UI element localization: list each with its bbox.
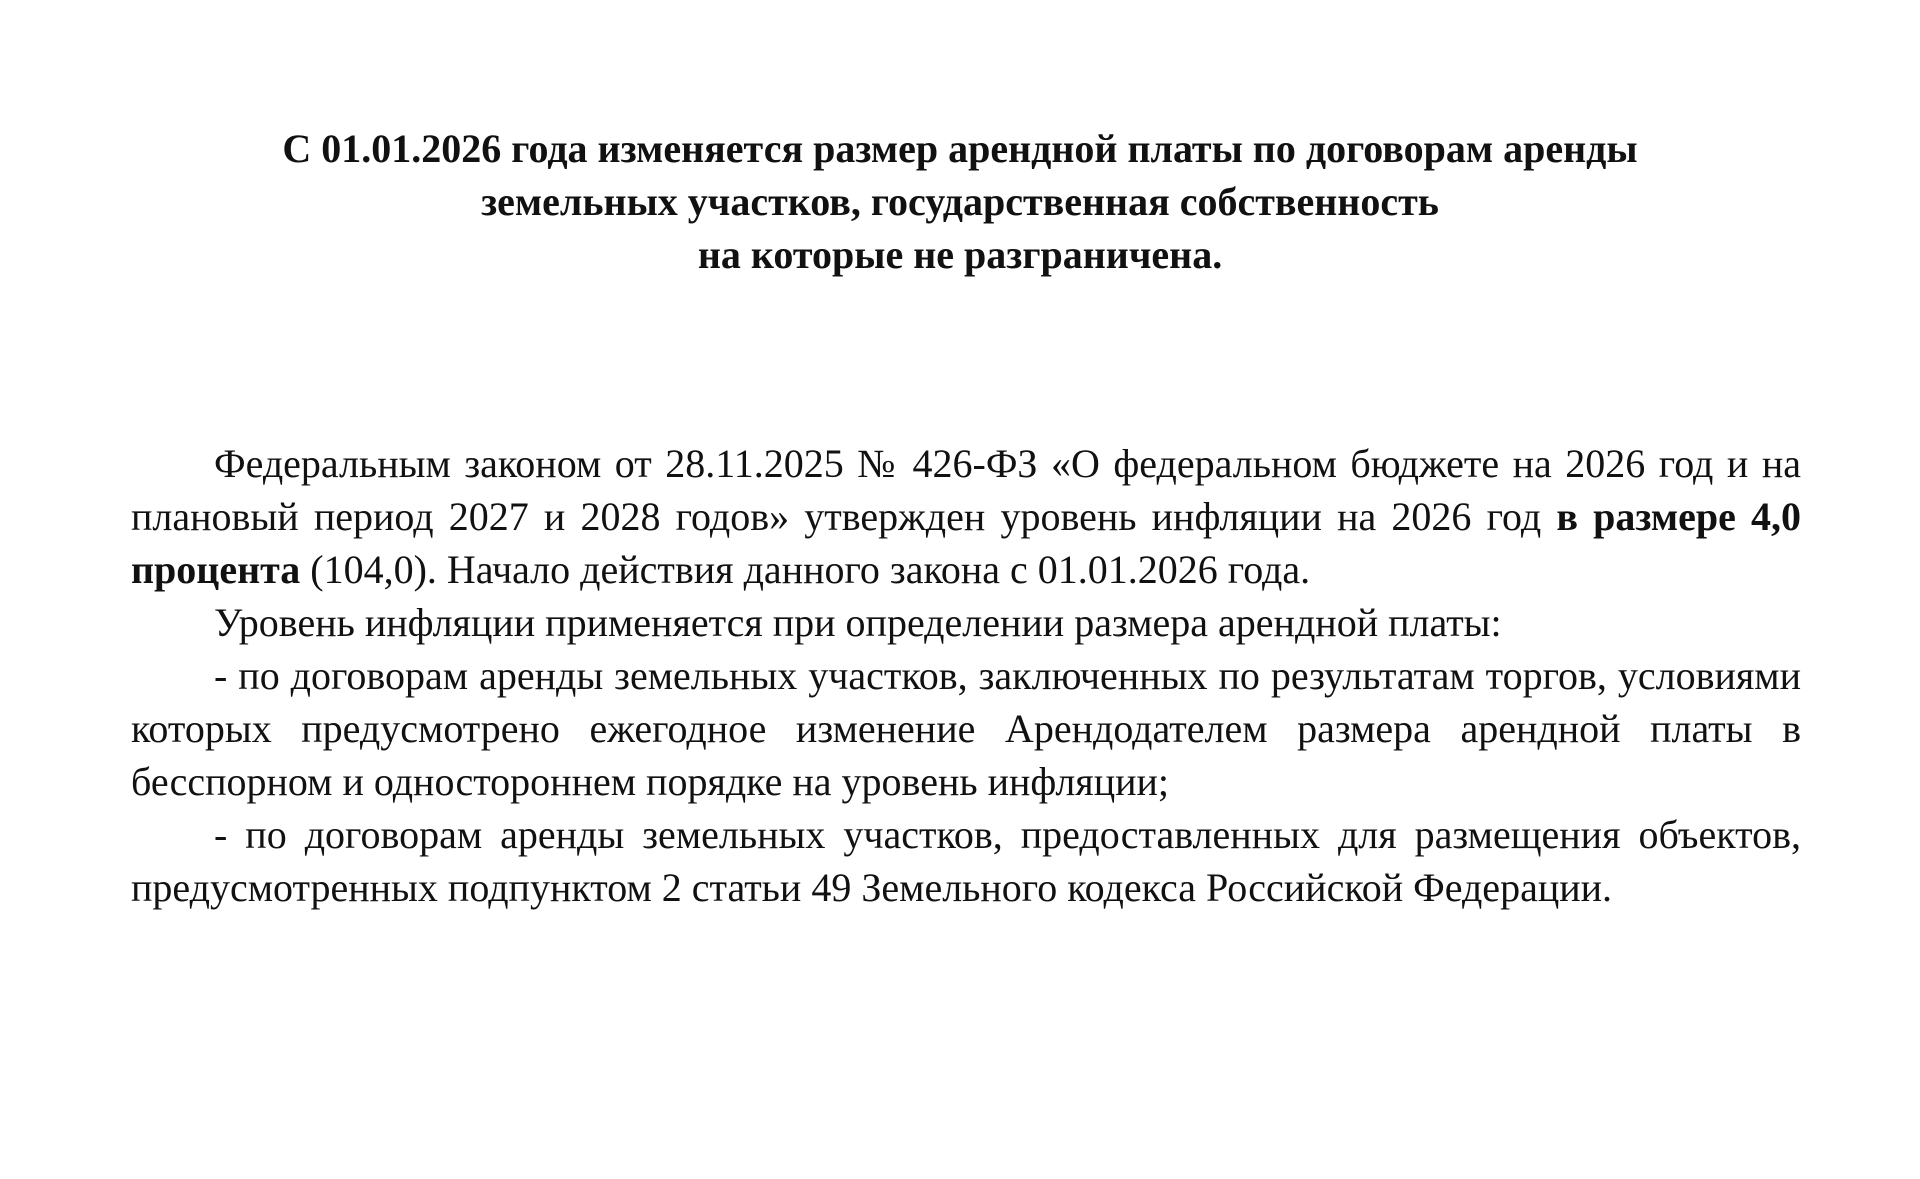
- paragraph-inflation-applies: Уровень инфляции применяется при определении размера арендной платы:: [214, 600, 1502, 645]
- paragraph-article-49-contracts: - по договорам аренды земельных участков, предоставленных для размещения объектов, предусмотренных подпунктом 2 статьи 49 Земельного кодекса Российской Федерации.: [131, 812, 1801, 910]
- paragraph-federal-law: [131, 437, 1801, 596]
- document-body: [131, 437, 1801, 914]
- paragraph-auction-contracts: - по договорам аренды земельных участков, заключенных по результатам торгов, условиями которых предусмотрено ежегодное изменение Арендодателем размера арендной платы в бесспорном и одностороннем порядке на уровень инфляции;: [131, 653, 1801, 804]
- document-title: [130, 122, 1790, 281]
- title-line-3: на которые не разграничена.: [697, 232, 1223, 277]
- paragraph-federal-law-text-start: Федеральным законом от 28.11.2025 № 426-ФЗ «О федеральном бюджете на 2026 год и на плановый период 2027 и 2028 годов» утвержден уровень инфляции на 2026 год: [131, 441, 1801, 539]
- title-line-2: земельных участков, государственная собственность: [481, 179, 1439, 224]
- inflation-rate-bold: в размере 4,0 процента: [131, 494, 1801, 592]
- paragraph-federal-law-text-end: (104,0). Начало действия данного закона с 01.01.2026 года.: [300, 547, 1311, 592]
- title-line-1: С 01.01.2026 года изменяется размер арендной платы по договорам аренды: [282, 126, 1638, 171]
